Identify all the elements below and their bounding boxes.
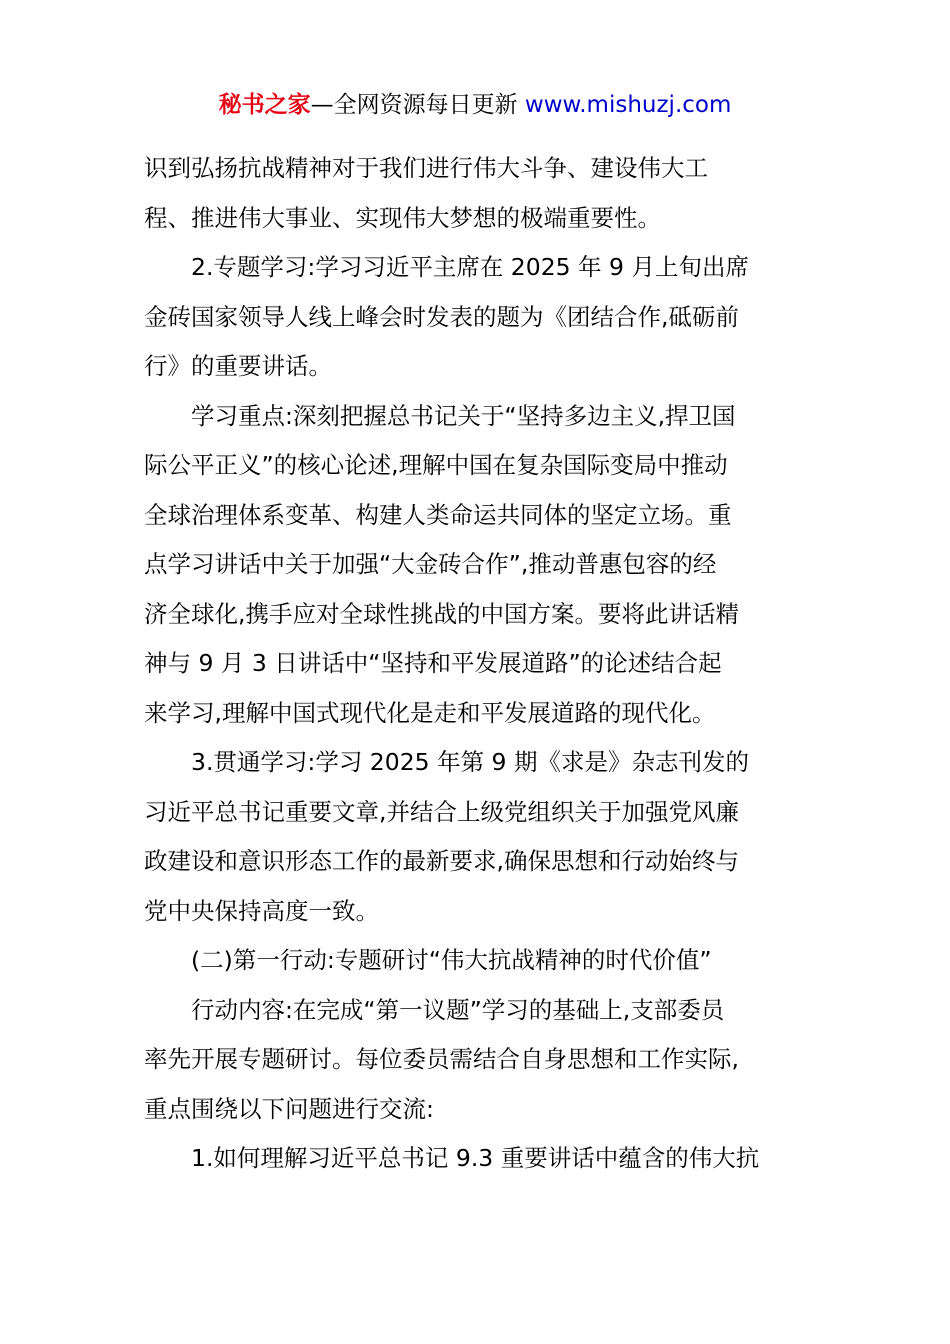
- paragraph-6: [144, 1134, 808, 1184]
- text-line: 济全球化,携手应对全球性挑战的中国方案。要将此讲话精: [144, 599, 739, 628]
- section-heading: [144, 936, 808, 986]
- paragraph-2: [144, 243, 808, 392]
- text-line: 党中央保持高度一致。: [144, 896, 379, 925]
- paragraph-4: [144, 738, 808, 936]
- text-line: 1.如何理解习近平总书记 9.3 重要讲话中蕴含的伟大抗: [191, 1144, 760, 1172]
- text-line: 识到弘扬抗战精神对于我们进行伟大斗争、建设伟大工: [144, 154, 708, 182]
- site-url-link[interactable]: www.mishuzj.com: [524, 92, 732, 118]
- text-line: (二)第一行动:专题研讨“伟大抗战精神的时代价值”: [191, 946, 712, 974]
- text-line: 金砖国家领导人线上峰会时发表的题为《团结合作,砥砺前: [144, 302, 739, 331]
- text-line: 程、推进伟大事业、实现伟大梦想的极端重要性。: [144, 203, 661, 232]
- paragraph-3: [144, 392, 808, 739]
- brand-name: 秘书之家: [218, 92, 311, 118]
- paragraph-1: [144, 144, 808, 243]
- text-line: 点学习讲话中关于加强“大金砖合作”,推动普惠包容的经: [144, 550, 717, 578]
- text-line: 学习重点:深刻把握总书记关于“坚持多边主义,捍卫国: [191, 401, 736, 430]
- text-line: 重点围绕以下问题进行交流:: [144, 1094, 434, 1123]
- text-line: 3.贯通学习:学习 2025 年第 9 期《求是》杂志刊发的: [191, 748, 749, 776]
- text-line: 行动内容:在完成“第一议题”学习的基础上,支部委员: [191, 995, 725, 1024]
- text-line: 来学习,理解中国式现代化是走和平发展道路的现代化。: [144, 698, 716, 727]
- text-line: 政建设和意识形态工作的最新要求,确保思想和行动始终与: [144, 847, 739, 875]
- text-line: 行》的重要讲话。: [144, 352, 332, 380]
- document-body: [144, 144, 808, 1184]
- text-line: 率先开展专题研讨。每位委员需结合自身思想和工作实际,: [144, 1045, 739, 1073]
- text-line: 际公平正义”的核心论述,理解中国在复杂国际变局中推动: [144, 451, 728, 479]
- page-header: [0, 88, 950, 122]
- text-line: 2.专题学习:学习习近平主席在 2025 年 9 月上旬出席: [191, 253, 749, 281]
- text-line: 神与 9 月 3 日讲话中“坚持和平发展道路”的论述结合起: [144, 649, 722, 677]
- paragraph-5: [144, 986, 808, 1135]
- text-line: 习近平总书记重要文章,并结合上级党组织关于加强党风廉: [144, 797, 739, 826]
- header-tagline: —全网资源每日更新: [310, 92, 518, 118]
- text-line: 全球治理体系变革、构建人类命运共同体的坚定立场。重: [144, 500, 732, 529]
